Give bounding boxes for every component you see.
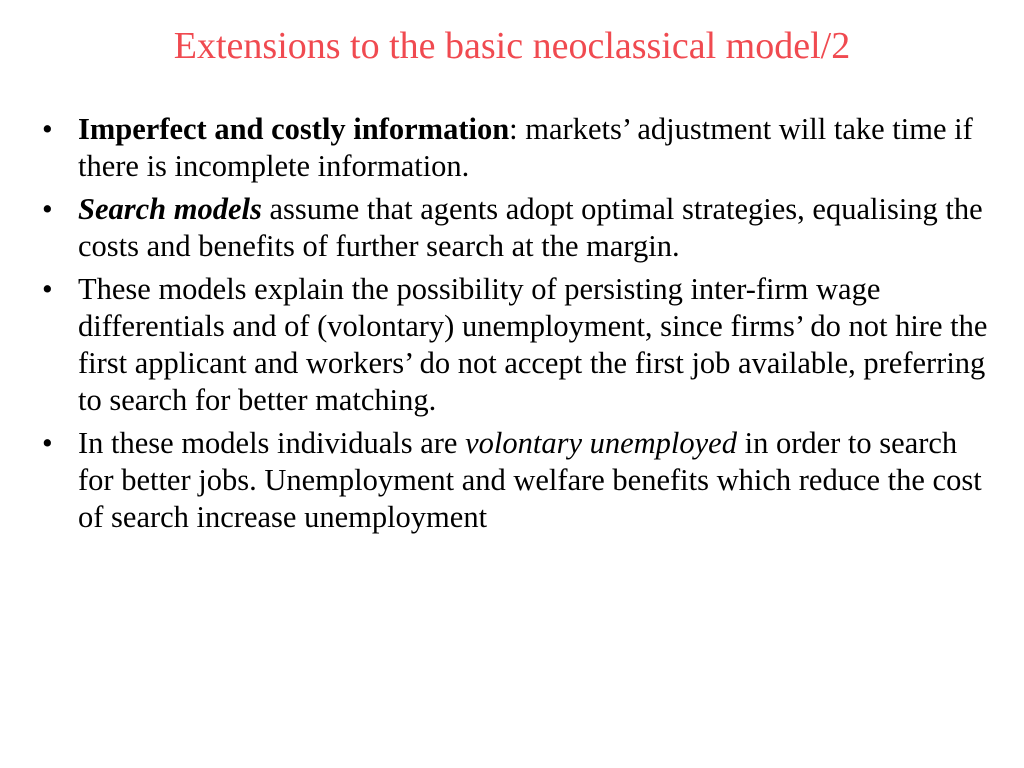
bullet-icon: • — [42, 112, 53, 146]
bullet-item-imperfect-information — [40, 111, 990, 185]
bullet-emphasis: Search models — [78, 192, 262, 226]
bullet-emphasis: volontary unemployed — [465, 426, 737, 460]
bullet-text: : markets’ adjustment will take time if there is incomplete information. — [78, 112, 973, 183]
bullet-item-voluntary-unemployed — [40, 425, 990, 536]
bullet-item-search-models — [40, 191, 990, 265]
bullet-icon: • — [42, 272, 53, 306]
bullet-text: assume that agents adopt optimal strategies, equalising the costs and benefits of further search at the margin. — [78, 192, 983, 263]
bullet-icon: • — [42, 192, 53, 226]
bullet-text: In these models individuals are — [78, 426, 466, 460]
bullet-text: These models explain the possibility of persisting inter-firm wage differentials and of (volontary) unemployment, since firms’ do not hire the first applicant and workers’ do not accept the first job available, preferring to search for better matching. — [78, 272, 988, 417]
bullet-list — [40, 111, 990, 542]
bullet-emphasis: Imperfect and costly information — [78, 112, 510, 146]
bullet-text: in order to search for better jobs. Unemployment and welfare benefits which reduce the cost of search increase unemployment — [78, 426, 982, 534]
slide-title: Extensions to the basic neoclassical model/2 — [173, 25, 851, 67]
bullet-item-models-explain — [40, 271, 990, 419]
bullet-icon: • — [42, 426, 53, 460]
